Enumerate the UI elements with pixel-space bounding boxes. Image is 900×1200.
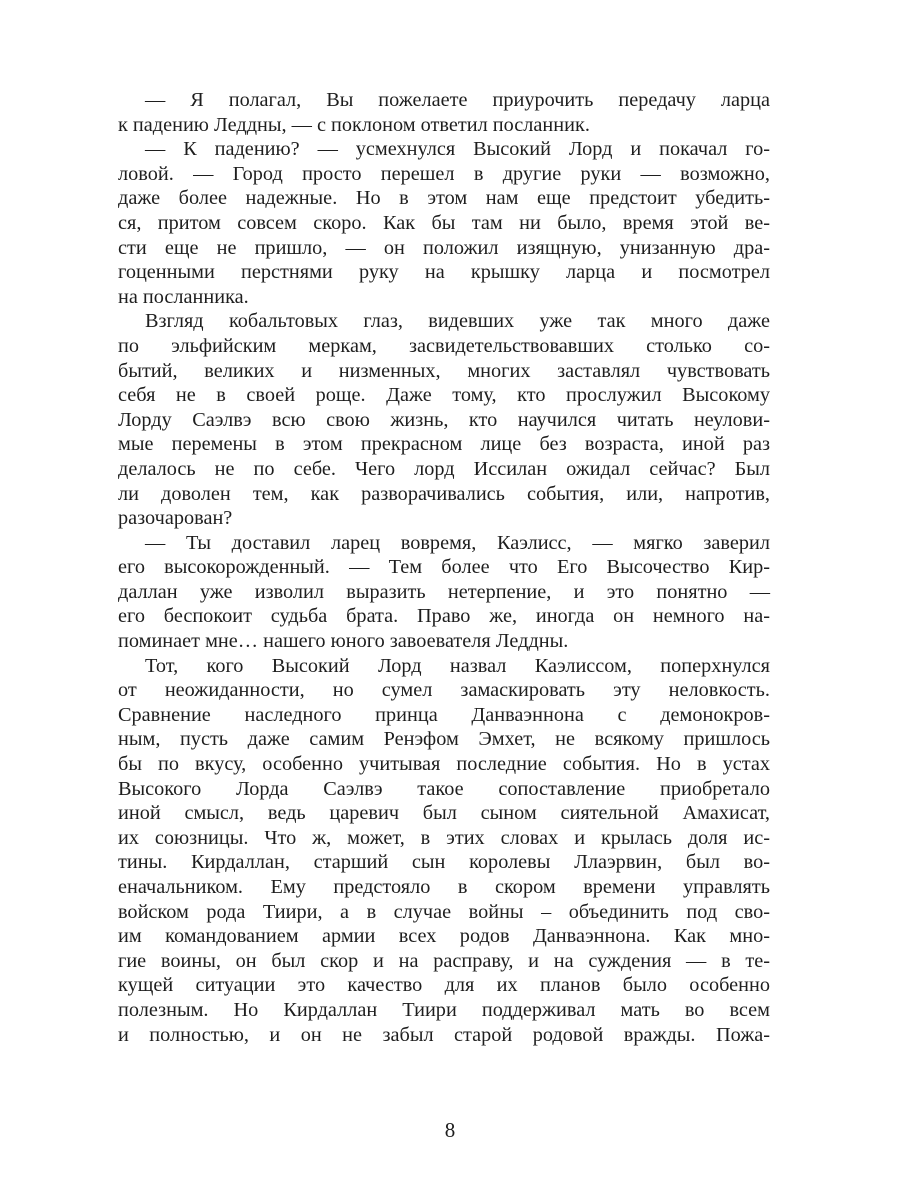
- text-line: им командованием армии всех родов Данваэннона. Как мно-: [118, 925, 770, 948]
- text-line: его высокорожденный. — Тем более что Его Высочество Кир-: [118, 556, 770, 579]
- text-line: еначальником. Ему предстояло в скором времени управлять: [118, 876, 770, 898]
- body-text: [118, 88, 770, 1047]
- text-line: даллан уже изволил выразить нетерпение, и это понятно —: [118, 580, 770, 603]
- text-line: делалось не по себе. Чего лорд Иссилан ожидал сейчас? Был: [118, 457, 770, 480]
- text-line: ловой. — Город просто перешел в другие руки — возможно,: [118, 162, 770, 185]
- text-line: кущей ситуации это качество для их планов было особенно: [118, 974, 770, 997]
- text-line: разочарован?: [118, 507, 233, 530]
- text-line: его беспокоит судьба брата. Право же, иногда он немного на-: [118, 605, 770, 628]
- text-line: — Ты доставил ларец вовремя, Каэлисс, — мягко заверил: [145, 531, 770, 554]
- text-line: гие воины, он был скор и на расправу, и на суждения — в те-: [118, 949, 770, 972]
- text-line: поминает мне… нашего юного завоевателя Леддны.: [118, 630, 569, 653]
- text-line: сти еще не пришло, — он положил изящную, унизанную дра-: [118, 236, 770, 259]
- text-line: — К падению? — усмехнулся Высокий Лорд и покачал го-: [145, 138, 770, 161]
- text-line: гоценными перстнями руку на крышку ларца и посмотрел: [118, 261, 770, 284]
- text-line: даже более надежные. Но в этом нам еще предстоит убедить-: [118, 187, 770, 210]
- text-line: мые перемены в этом прекрасном лице без возраста, иной раз: [118, 433, 770, 456]
- text-line: ным, пусть даже самим Ренэфом Эмхет, не всякому пришлось: [118, 728, 770, 751]
- text-line: по эльфийским меркам, засвидетельствовавших столько со-: [118, 334, 770, 357]
- text-line: войском рода Тиири, а в случае войны – объединить под сво-: [118, 900, 770, 923]
- text-line: их союзницы. Что ж, может, в этих словах и крылась доля ис-: [118, 826, 770, 849]
- text-line: полезным. Но Кирдаллан Тиири поддерживал мать во всем: [118, 998, 770, 1021]
- page-number: 8: [444, 1118, 456, 1142]
- text-line: Высокого Лорда Саэлвэ такое сопоставление приобретало: [118, 777, 770, 800]
- text-line: Сравнение наследного принца Данваэннона с демонокров-: [118, 703, 770, 726]
- text-line: бы по вкусу, особенно учитывая последние события. Но в устах: [118, 753, 770, 776]
- text-line: — Я полагал, Вы пожелаете приурочить передачу ларца: [145, 89, 770, 111]
- text-line: иной смысл, ведь царевич был сыном сиятельной Амахисат,: [118, 802, 770, 825]
- text-line: тины. Кирдаллан, старший сын королевы Ллаэрвин, был во-: [118, 851, 770, 874]
- text-line: ся, притом совсем скоро. Как бы там ни было, время этой ве-: [118, 211, 770, 234]
- text-line: на посланника.: [118, 285, 249, 308]
- text-line: Взгляд кобальтовых глаз, видевших уже так много даже: [145, 310, 770, 333]
- text-line: от неожиданности, но сумел замаскировать эту неловкость.: [118, 679, 770, 702]
- text-line: и полностью, и он не забыл старой родовой вражды. Пожа-: [118, 1023, 770, 1046]
- text-line: к падению Леддны, — с поклоном ответил посланник.: [118, 113, 590, 136]
- text-line: себя не в своей роще. Даже тому, кто прослужил Высокому: [118, 384, 770, 407]
- text-line: Лорду Саэлвэ всю свою жизнь, кто научился читать неулови-: [118, 408, 770, 431]
- text-line: бытий, великих и низменных, многих заставлял чувствовать: [118, 359, 770, 382]
- text-line: Тот, кого Высокий Лорд назвал Каэлиссом, поперхнулся: [145, 654, 770, 677]
- text-line: ли доволен тем, как разворачивались события, или, напротив,: [118, 482, 770, 505]
